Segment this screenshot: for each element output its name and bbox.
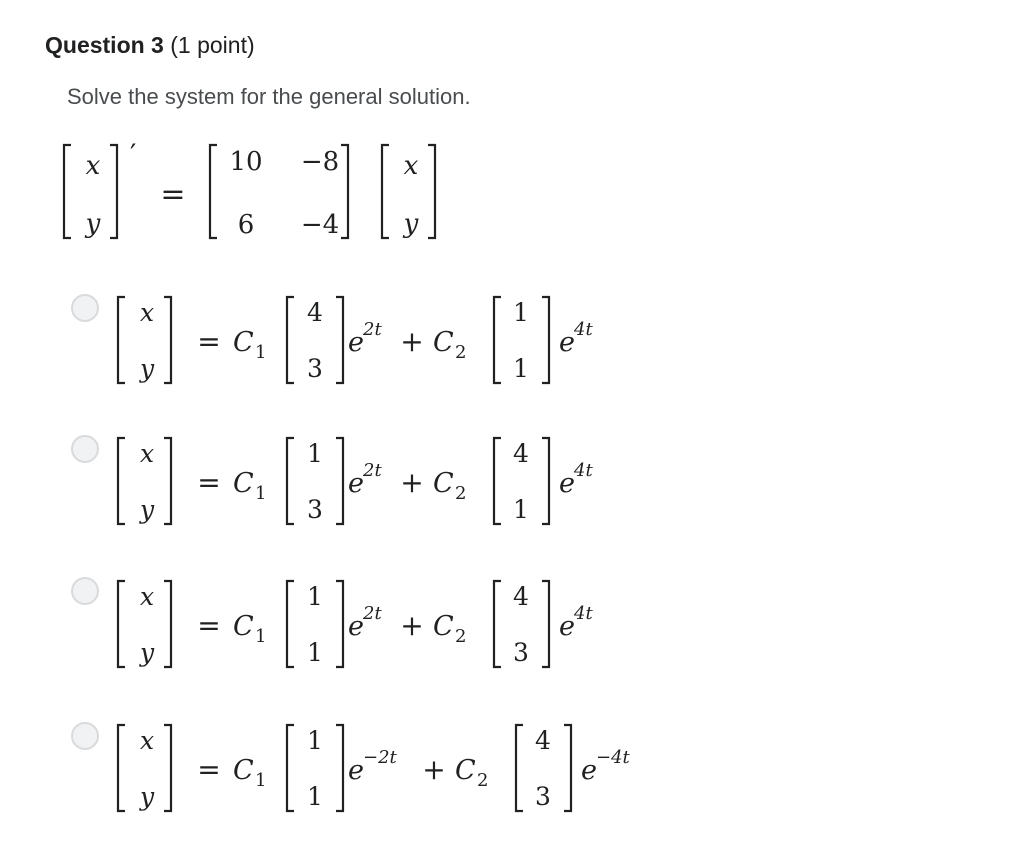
option-3-lhs-bracket-right <box>164 581 171 667</box>
option-2-c1: C <box>233 468 254 499</box>
option-2-equals: = <box>197 466 221 499</box>
option-3-c1: C <box>233 611 254 642</box>
option-2-e1-exp: 2t <box>363 460 382 481</box>
option-1-plus: + <box>400 325 424 358</box>
option-4-e2-exp: −4t <box>596 747 630 768</box>
option-1-e2-exp: 4t <box>574 319 593 340</box>
option-3-v1-bracket-right <box>336 581 343 667</box>
option-2-c1-sub: 1 <box>255 483 267 504</box>
option-4-v2-bottom: 3 <box>535 782 551 811</box>
option-3-v1-bottom: 1 <box>307 638 323 667</box>
option-4-plus: + <box>422 753 446 786</box>
option-2-v1-bottom: 3 <box>307 495 323 524</box>
option-4-v1-bottom: 1 <box>307 782 323 811</box>
option-3-radio[interactable] <box>71 577 99 605</box>
option-3-plus: + <box>400 609 424 642</box>
option-2-equation[interactable] <box>112 432 632 530</box>
option-3-equals: = <box>197 609 221 642</box>
option-4-lhs-bracket-left <box>118 725 125 811</box>
option-4-radio[interactable] <box>71 722 99 750</box>
rhs-y: y <box>403 209 419 239</box>
option-3-v2-bracket-left <box>494 581 501 667</box>
option-3-lhs-bracket-left <box>118 581 125 667</box>
option-3-c1-sub: 1 <box>255 626 267 647</box>
option-2-radio[interactable] <box>71 435 99 463</box>
option-1-lhs-y: y <box>139 354 155 383</box>
option-1-v2-bracket-left <box>494 297 501 383</box>
option-1-v2-top: 1 <box>513 298 529 327</box>
option-2-v2-bracket-left <box>494 438 501 524</box>
option-3-v1-top: 1 <box>307 582 323 611</box>
matrix-a12: −8 <box>300 147 340 177</box>
option-2-e2-exp: 4t <box>574 460 593 481</box>
option-1-v1-bracket-right <box>336 297 343 383</box>
system-equation <box>58 138 458 248</box>
option-4-v1-top: 1 <box>307 726 323 755</box>
option-3-lhs-x: x <box>139 582 155 611</box>
option-1-radio[interactable] <box>71 294 99 322</box>
prime-mark: ′ <box>130 138 137 171</box>
option-4-v1-bracket-left <box>287 725 294 811</box>
option-1-v2-bottom: 1 <box>513 354 529 383</box>
option-3-equation[interactable] <box>112 575 632 673</box>
option-1-v2-bracket-right <box>542 297 549 383</box>
option-2-v2-bracket-right <box>542 438 549 524</box>
option-2-v2-top: 4 <box>513 439 529 468</box>
option-3-e1-exp: 2t <box>363 603 382 624</box>
option-4-e1: e <box>348 755 364 786</box>
option-1-v1-bracket-left <box>287 297 294 383</box>
option-2-lhs-bracket-right <box>164 438 171 524</box>
option-2-c2-sub: 2 <box>455 483 467 504</box>
option-1-lhs-bracket-left <box>118 297 125 383</box>
option-3-v1-bracket-left <box>287 581 294 667</box>
option-2-c2: C <box>433 468 454 499</box>
question-points: (1 point) <box>170 32 255 58</box>
option-3-c2: C <box>433 611 454 642</box>
question-prompt: Solve the system for the general solution. <box>67 84 471 109</box>
option-1-lhs-bracket-right <box>164 297 171 383</box>
question-number: Question 3 <box>45 32 164 58</box>
option-4-lhs-bracket-right <box>164 725 171 811</box>
system-equals: = <box>160 177 186 212</box>
lhs-bracket-left <box>64 145 71 238</box>
option-4-equation[interactable] <box>112 719 672 817</box>
option-1-equals: = <box>197 325 221 358</box>
lhs-bracket-right <box>110 145 117 238</box>
option-2-v1-bracket-left <box>287 438 294 524</box>
option-4-c2: C <box>455 755 476 786</box>
option-4-c2-sub: 2 <box>477 770 489 791</box>
option-2-v1-bracket-right <box>336 438 343 524</box>
option-3-c2-sub: 2 <box>455 626 467 647</box>
option-4-v2-bracket-right <box>564 725 571 811</box>
option-3-e2-exp: 4t <box>574 603 593 624</box>
option-4-e1-exp: −2t <box>363 747 397 768</box>
question-title <box>45 32 255 59</box>
option-4-v1-bracket-right <box>336 725 343 811</box>
lhs-x: x <box>85 151 101 181</box>
option-1-v1-bottom: 3 <box>307 354 323 383</box>
option-1-equation[interactable] <box>112 291 632 389</box>
rhs-bracket-left <box>382 145 389 238</box>
rhs-x: x <box>403 151 419 181</box>
option-4-lhs-y: y <box>139 782 155 811</box>
option-4-equals: = <box>197 753 221 786</box>
option-1-c1: C <box>233 327 254 358</box>
option-1-e2: e <box>559 327 575 358</box>
option-4-v2-top: 4 <box>535 726 551 755</box>
option-3-e2: e <box>559 611 575 642</box>
option-3-v2-bracket-right <box>542 581 549 667</box>
option-2-lhs-y: y <box>139 495 155 524</box>
option-1-e1: e <box>348 327 364 358</box>
option-3-v2-top: 4 <box>513 582 529 611</box>
option-4-c1: C <box>233 755 254 786</box>
lhs-y: y <box>85 209 101 239</box>
option-3-e1: e <box>348 611 364 642</box>
option-1-c2: C <box>433 327 454 358</box>
option-4-v2-bracket-left <box>516 725 523 811</box>
option-2-lhs-bracket-left <box>118 438 125 524</box>
option-4-e2: e <box>581 755 597 786</box>
option-3-v2-bottom: 3 <box>513 638 529 667</box>
option-2-plus: + <box>400 466 424 499</box>
matrix-a22: −4 <box>300 210 340 240</box>
matrix-a21: 6 <box>237 210 255 240</box>
option-3-lhs-y: y <box>139 638 155 667</box>
rhs-bracket-right <box>428 145 435 238</box>
matrix-a11: 10 <box>229 147 263 177</box>
option-1-lhs-x: x <box>139 298 155 327</box>
option-2-v2-bottom: 1 <box>513 495 529 524</box>
option-1-e1-exp: 2t <box>363 319 382 340</box>
option-1-v1-top: 4 <box>307 298 323 327</box>
option-2-e2: e <box>559 468 575 499</box>
option-1-c2-sub: 2 <box>455 342 467 363</box>
matrix-bracket-left <box>210 145 217 238</box>
option-4-lhs-x: x <box>139 726 155 755</box>
option-2-v1-top: 1 <box>307 439 323 468</box>
option-2-lhs-x: x <box>139 439 155 468</box>
option-1-c1-sub: 1 <box>255 342 267 363</box>
option-4-c1-sub: 1 <box>255 770 267 791</box>
matrix-bracket-right <box>341 145 348 238</box>
option-2-e1: e <box>348 468 364 499</box>
